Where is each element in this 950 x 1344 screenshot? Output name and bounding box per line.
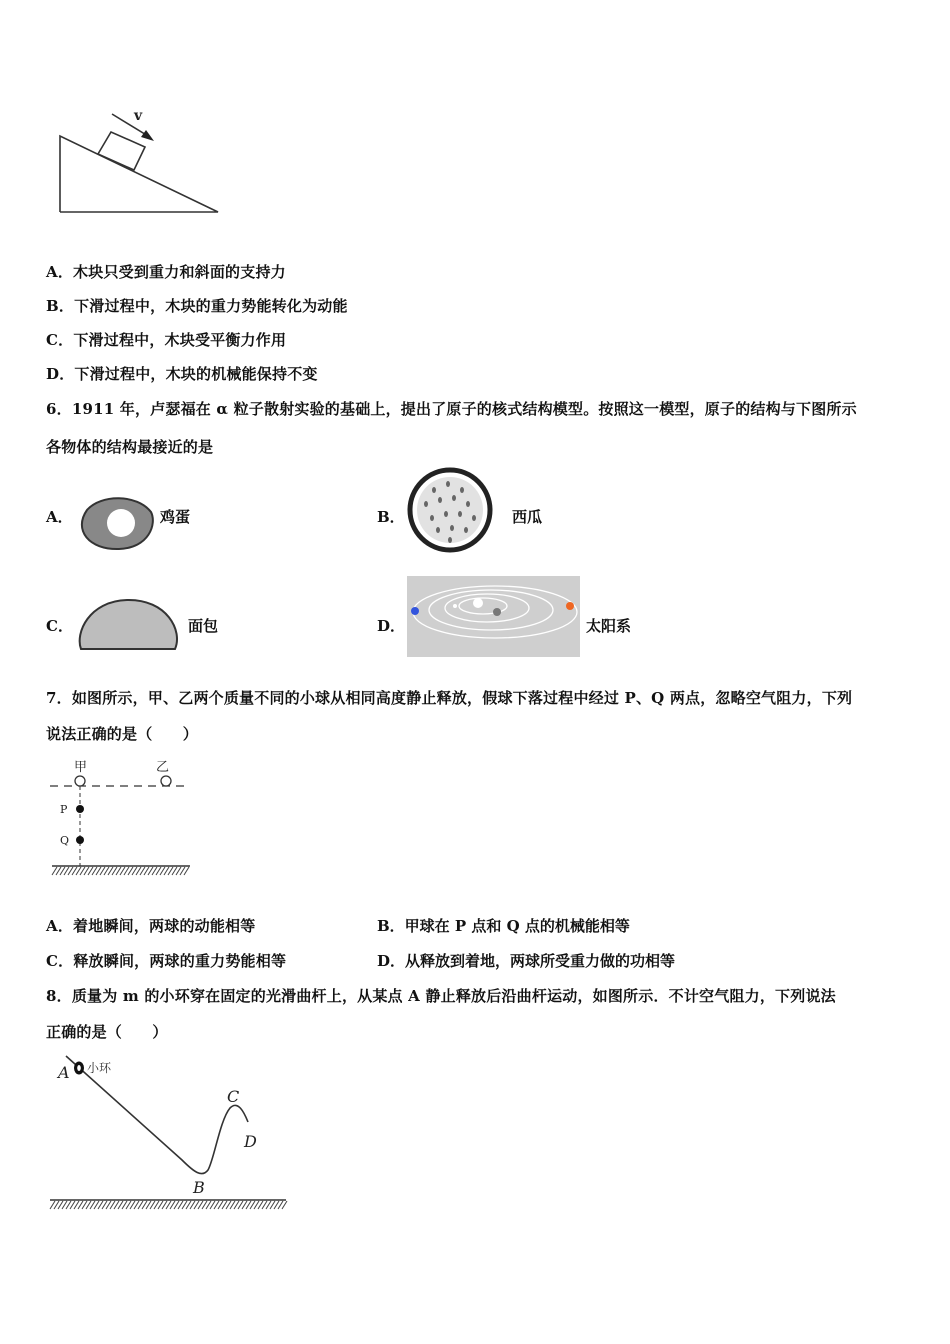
q6-option-a-letter: A．	[46, 508, 73, 526]
ground-hatch	[138, 1201, 143, 1209]
q8-stem-line2: 正确的是（ ）	[46, 1023, 168, 1041]
ground-hatch	[226, 1201, 231, 1209]
ground-hatch	[66, 1201, 71, 1209]
ground-hatch	[154, 1201, 159, 1209]
ground-hatch	[242, 1201, 247, 1209]
ground-hatch	[144, 867, 149, 875]
velocity-arrow	[112, 114, 148, 136]
sliding-block	[98, 132, 145, 170]
ground-hatch	[88, 867, 93, 875]
ball-b-label: 乙	[156, 760, 170, 775]
ground-hatch	[150, 1201, 155, 1209]
q7-option-c: C．释放瞬间，两球的重力势能相等	[46, 952, 287, 970]
ground-hatch	[52, 867, 57, 875]
ground-hatch	[122, 1201, 127, 1209]
ground-hatch	[140, 867, 145, 875]
q5-option-b: B．下滑过程中，木块的重力势能转化为动能	[46, 297, 348, 315]
ground-hatch	[202, 1201, 207, 1209]
ball-a-label: 甲	[74, 760, 88, 775]
ground-hatch	[174, 1201, 179, 1209]
ground-hatch	[84, 867, 89, 875]
ground-hatch	[282, 1201, 287, 1209]
ground-hatch	[82, 1201, 87, 1209]
ground-hatch	[254, 1201, 259, 1209]
ground-hatch	[130, 1201, 135, 1209]
solar-system-image	[407, 576, 581, 658]
ground-hatch	[246, 1201, 251, 1209]
ground-hatch	[78, 1201, 83, 1209]
ground-hatch	[262, 1201, 267, 1209]
point-d-label: D	[244, 1132, 257, 1151]
ground-hatch	[230, 1201, 235, 1209]
ground-hatch	[86, 1201, 91, 1209]
ground-hatch	[168, 867, 173, 875]
ground-hatch	[76, 867, 81, 875]
ground-hatch	[180, 867, 185, 875]
ground-hatch	[56, 867, 61, 875]
ground-hatch	[132, 867, 137, 875]
ground-hatch	[136, 867, 141, 875]
ground-hatch	[166, 1201, 171, 1209]
ground-hatch	[100, 867, 105, 875]
q7-stem-line1: 7．如图所示，甲、乙两个质量不同的小球从相同高度静止释放，假球下落过程中经过 P、Q 两点，忽略空气阻力，下列	[46, 689, 853, 707]
q6-option-a-text: 鸡蛋	[160, 508, 191, 526]
q6-option-d-letter: D．	[377, 617, 406, 635]
ground-hatch	[258, 1201, 263, 1209]
ground-hatch	[96, 867, 101, 875]
velocity-label: v	[134, 108, 143, 124]
ground-hatch	[206, 1201, 211, 1209]
ground-hatch	[54, 1201, 59, 1209]
ground-hatch	[214, 1201, 219, 1209]
point-a-label: A	[58, 1063, 70, 1082]
ground-hatch	[176, 867, 181, 875]
ground-hatch	[80, 867, 85, 875]
ground-hatch	[270, 1201, 275, 1209]
q5-option-a: A．木块只受到重力和斜面的支持力	[46, 263, 286, 281]
ground-hatch	[50, 1201, 55, 1209]
q6-option-c-text: 面包	[188, 617, 219, 635]
q8-stem-line1: 8．质量为 m 的小环穿在固定的光滑曲杆上，从某点 A 静止释放后沿曲杆运动，如图所示．不计空气阻力，下列说法	[46, 987, 836, 1005]
ground-hatch	[104, 867, 109, 875]
ground-hatch	[142, 1201, 147, 1209]
ground-hatch	[194, 1201, 199, 1209]
watermelon-image	[406, 468, 496, 554]
ground-hatch	[198, 1201, 203, 1209]
ground-hatch	[62, 1201, 67, 1209]
ground-hatch	[152, 867, 157, 875]
q7-option-a: A．着地瞬间，两球的动能相等	[46, 917, 256, 935]
q5-option-c: C．下滑过程中，木块受平衡力作用	[46, 331, 287, 349]
ground-hatch	[178, 1201, 183, 1209]
ground-hatch	[148, 867, 153, 875]
ground-hatch	[114, 1201, 119, 1209]
ground-hatch	[106, 1201, 111, 1209]
q6-stem-line1: 6．1911 年，卢瑟福在 α 粒子散射实验的基础上，提出了原子的核式结构模型。按照这一模型，原子的结构与下图所示	[46, 400, 857, 418]
q6-stem-line2: 各物体的结构最接近的是	[46, 438, 214, 456]
ground-hatch	[156, 867, 161, 875]
q5-option-d: D．下滑过程中，木块的机械能保持不变	[46, 365, 318, 383]
ground-hatch	[126, 1201, 131, 1209]
ground-hatch	[266, 1201, 271, 1209]
ground-hatch	[218, 1201, 223, 1209]
ground-hatch	[274, 1201, 279, 1209]
ground-hatch	[160, 867, 165, 875]
q7-stem-line2: 说法正确的是（ ）	[46, 725, 199, 743]
ground-hatch	[110, 1201, 115, 1209]
ground-hatch	[238, 1201, 243, 1209]
velocity-arrowhead	[141, 130, 154, 141]
ground-hatch	[190, 1201, 195, 1209]
ground-hatch	[222, 1201, 227, 1209]
ground-hatch	[164, 867, 169, 875]
ground-hatch	[182, 1201, 187, 1209]
ground-hatch	[108, 867, 113, 875]
ground-hatch	[184, 867, 189, 875]
ground-hatch	[98, 1201, 103, 1209]
ground-hatch	[146, 1201, 151, 1209]
ground-hatch	[72, 867, 77, 875]
egg-image	[75, 492, 155, 552]
ground-hatch	[210, 1201, 215, 1209]
ground-hatch	[186, 1201, 191, 1209]
ground-hatch	[120, 867, 125, 875]
curved-rod	[66, 1056, 248, 1174]
ground-hatch	[172, 867, 177, 875]
point-b-label: B	[193, 1178, 205, 1197]
q6-option-b-text: 西瓜	[512, 508, 543, 526]
ground-hatch	[170, 1201, 175, 1209]
point-q-dot	[76, 836, 84, 844]
ground-hatch	[102, 1201, 107, 1209]
ground-hatch	[158, 1201, 163, 1209]
ground-hatch	[124, 867, 129, 875]
ring-label: 小环	[87, 1061, 112, 1075]
ground-hatch	[162, 1201, 167, 1209]
ground-hatch	[70, 1201, 75, 1209]
q7-option-d: D．从释放到着地，两球所受重力做的功相等	[377, 952, 676, 970]
ground-hatch	[134, 1201, 139, 1209]
q6-option-b-letter: B．	[377, 508, 405, 526]
bread-image	[75, 597, 185, 655]
ground-hatch	[94, 1201, 99, 1209]
ground-hatch	[250, 1201, 255, 1209]
point-p-label: P	[60, 803, 68, 816]
ring	[74, 1062, 84, 1075]
ground-hatch	[90, 1201, 95, 1209]
ground-hatch	[58, 1201, 63, 1209]
point-c-label: C	[227, 1087, 240, 1106]
ground-hatch	[74, 1201, 79, 1209]
ground-hatch	[234, 1201, 239, 1209]
q6-option-d-text: 太阳系	[586, 617, 632, 635]
point-p-dot	[76, 805, 84, 813]
q7-option-b: B．甲球在 P 点和 Q 点的机械能相等	[377, 917, 630, 935]
point-q-label: Q	[60, 834, 70, 847]
ball-a	[75, 776, 85, 786]
ground-hatch	[278, 1201, 283, 1209]
incline-triangle	[60, 136, 218, 212]
ground-hatch	[112, 867, 117, 875]
ground-hatch	[116, 867, 121, 875]
ground-hatch	[60, 867, 65, 875]
ground-hatch	[68, 867, 73, 875]
ground-hatch	[92, 867, 97, 875]
ground-hatch	[118, 1201, 123, 1209]
ground-hatch	[64, 867, 69, 875]
ball-b	[161, 776, 171, 786]
q6-option-c-letter: C．	[46, 617, 73, 635]
ground-hatch	[128, 867, 133, 875]
